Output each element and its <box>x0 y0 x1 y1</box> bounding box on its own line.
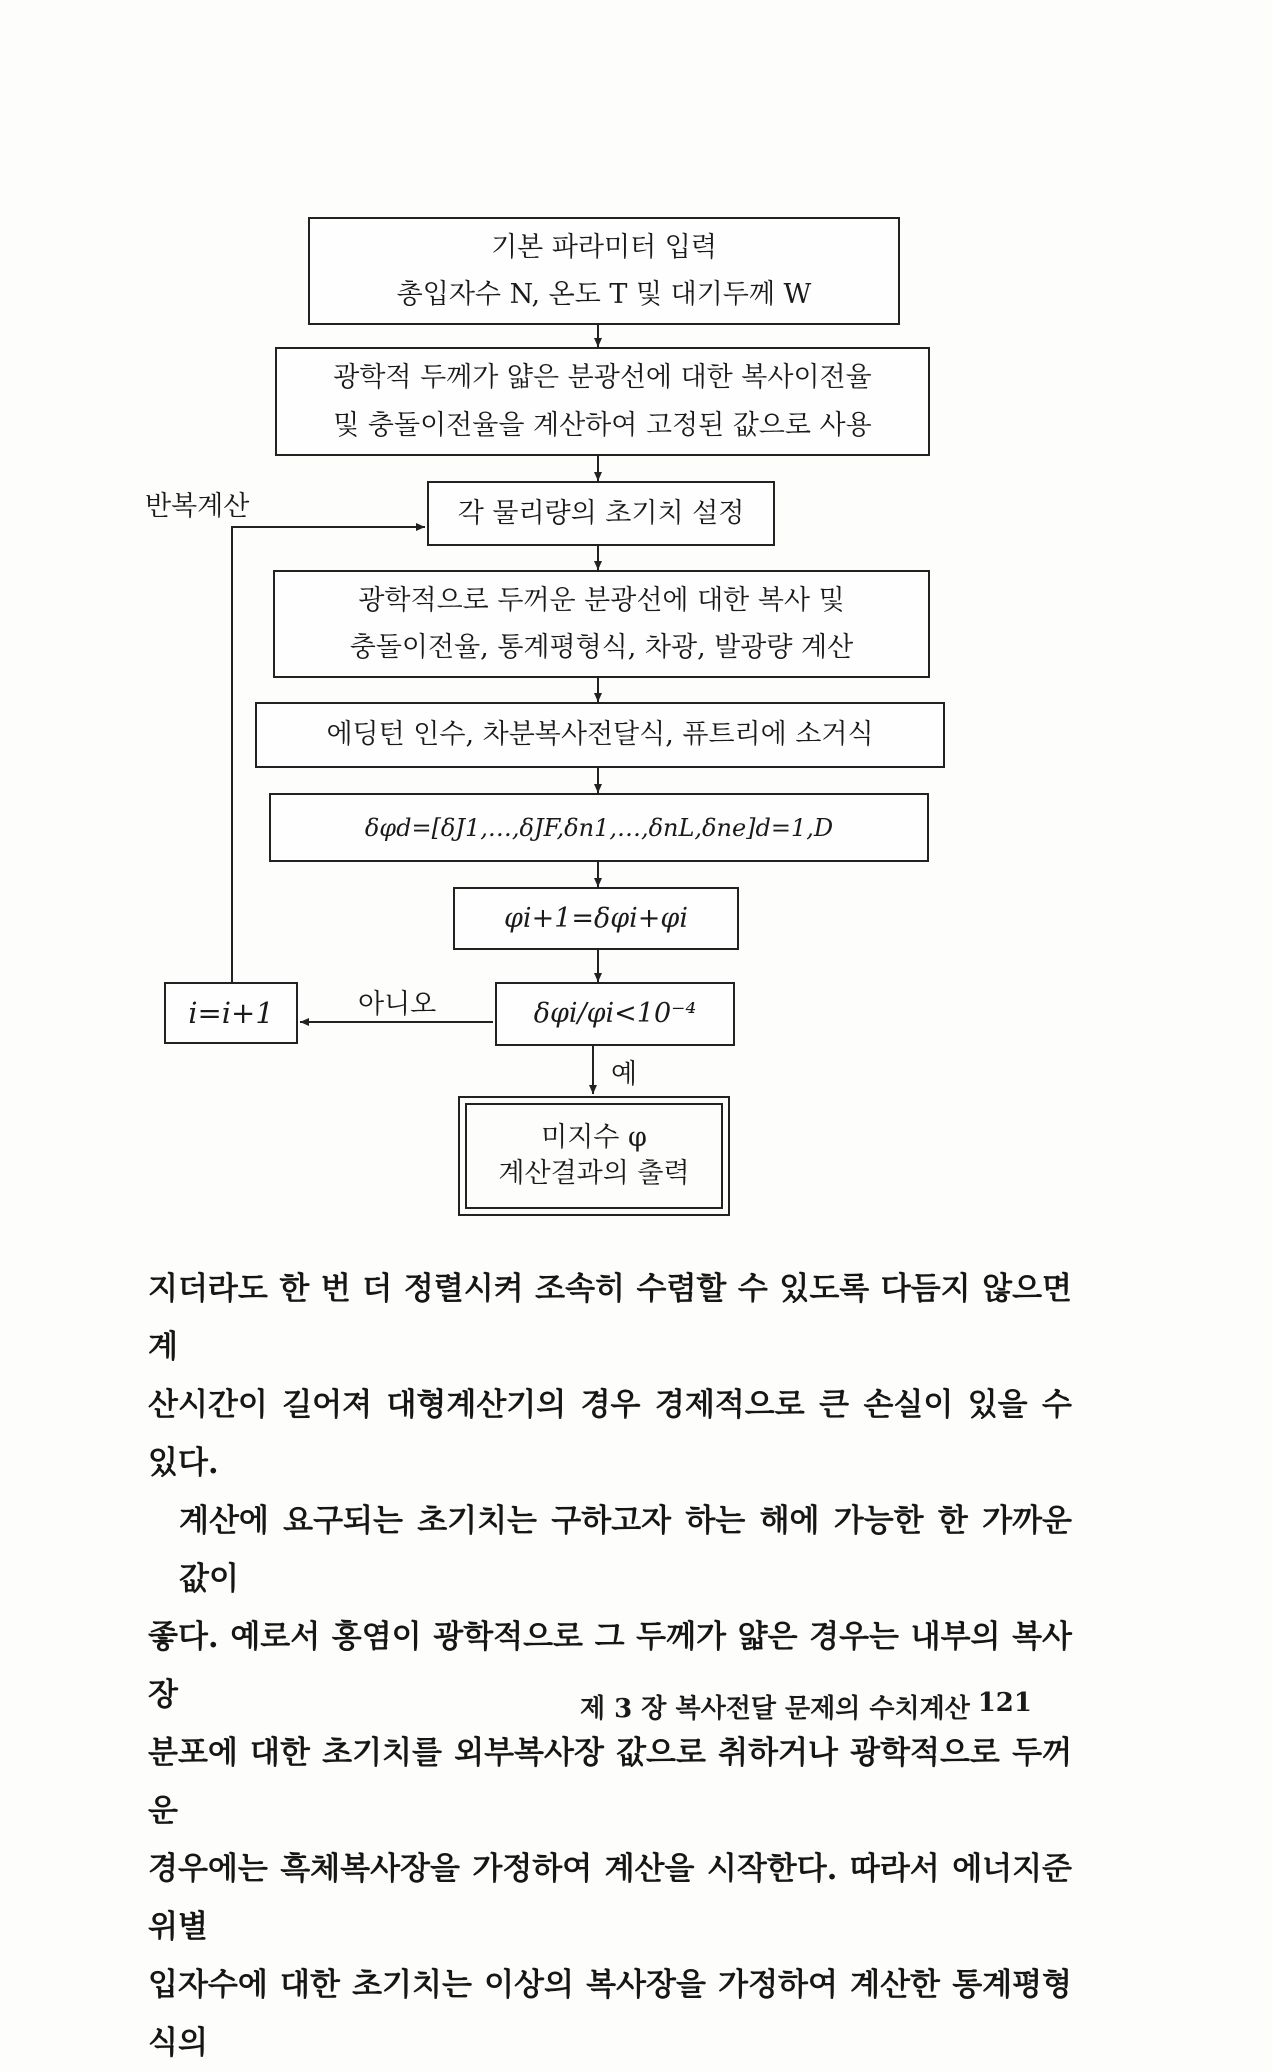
body-line-7: 입자수에 대한 초기치는 이상의 복사장을 가정하여 계산한 통계평형식의 <box>148 1967 1072 2061</box>
footer-chapter: 제 3 장 복사전달 문제의 수치계산 <box>580 1694 970 1724</box>
step4-line1: 광학적으로 두꺼운 분광선에 대한 복사 및 <box>358 584 845 616</box>
flow-step-correction-vector <box>269 793 929 862</box>
step5-line1: 에딩턴 인수, 차분복사전달식, 퓨트리에 소거식 <box>326 719 874 751</box>
body-paragraph <box>148 1260 1072 2072</box>
flow-step-initial-values <box>427 481 775 546</box>
output-line2: 계산결과의 출력 <box>498 1158 690 1189</box>
step2-line2: 및 충돌이전율을 계산하여 고정된 값으로 사용 <box>333 409 872 441</box>
decision-formula: δφi/φi<10⁻⁴ <box>533 998 697 1030</box>
body-line-6: 경우에는 흑체복사장을 가정하여 계산을 시작한다. 따라서 에너지준위별 <box>148 1851 1072 1945</box>
step7-formula: φi+1=δφi+φi <box>504 902 688 934</box>
flow-output-box <box>458 1096 730 1216</box>
flow-step-input-parameters <box>308 217 900 325</box>
step3-line1: 각 물리량의 초기치 설정 <box>457 497 745 529</box>
step2-line1: 광학적 두께가 얇은 분광선에 대한 복사이전율 <box>333 362 872 394</box>
flow-step-eddington <box>255 702 945 768</box>
page-footer <box>580 1688 1040 1725</box>
body-line-1: 지더라도 한 번 더 정렬시켜 조속히 수렴할 수 있도록 다듬지 않으면 계 <box>148 1271 1072 1365</box>
increment-formula: i=i+1 <box>188 995 274 1030</box>
output-line1: 미지수 φ <box>541 1121 647 1153</box>
flow-increment-box <box>164 982 298 1044</box>
loop-label: 반복계산 <box>145 491 250 522</box>
yes-label: 예 <box>611 1059 638 1090</box>
no-label: 아니오 <box>358 989 437 1020</box>
body-line-5: 분포에 대한 초기치를 외부복사장 값으로 취하거나 광학적으로 두꺼운 <box>148 1735 1072 1829</box>
body-line-4: 좋다. 예로서 홍염이 광학적으로 그 두께가 얇은 경우는 내부의 복사장 <box>148 1619 1072 1713</box>
flow-decision-convergence <box>495 982 735 1046</box>
flow-step-update <box>453 887 739 950</box>
flow-step-fixed-rates <box>275 347 930 456</box>
page-number: 121 <box>977 1688 1032 1718</box>
body-line-3: 계산에 요구되는 초기치는 구하고자 하는 해에 가능한 한 가까운 값이 <box>179 1503 1072 1597</box>
step1-line1: 기본 파라미터 입력 <box>491 231 717 263</box>
step1-line2: 총입자수 N, 온도 T 및 대기두께 W <box>396 279 812 310</box>
body-line-2: 산시간이 길어져 대형계산기의 경우 경제적으로 큰 손실이 있을 수 있다. <box>148 1387 1072 1481</box>
step4-line2: 충돌이전율, 통계평형식, 차광, 발광량 계산 <box>349 632 854 663</box>
flow-step-thick-lines <box>273 570 930 678</box>
step6-formula: δφd=[δJ1,…,δJF,δn1,…,δnL,δne]d=1,D <box>364 813 834 842</box>
